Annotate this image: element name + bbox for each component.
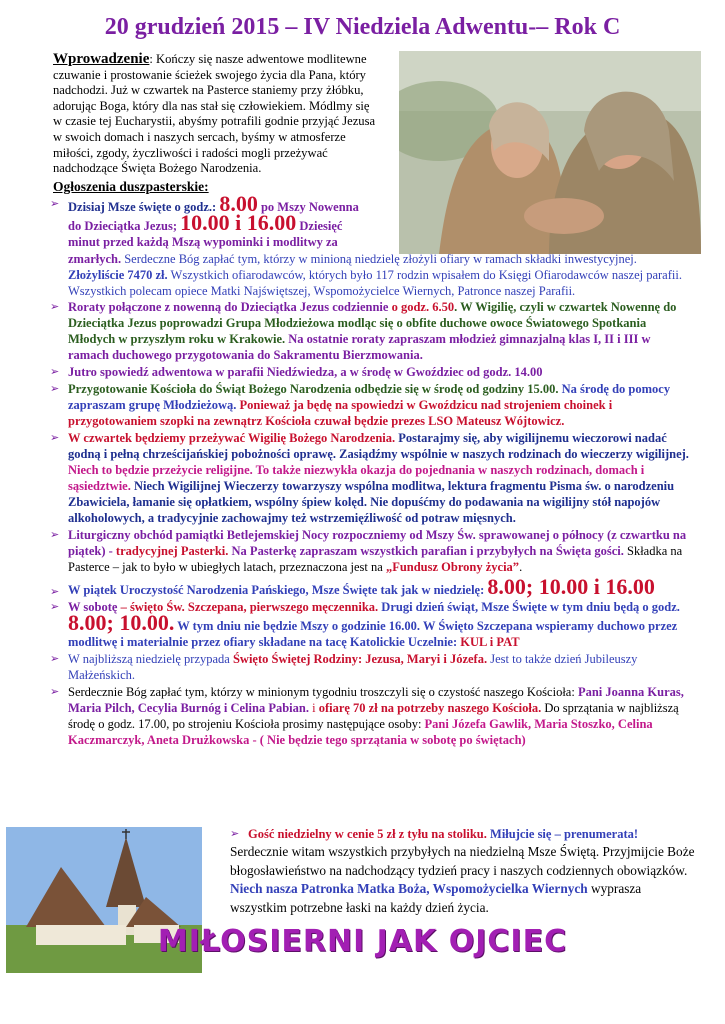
b6-t5: „Fundusz Obrony życia” xyxy=(385,560,520,574)
b10-t4: ofiarę 70 zł na potrzeby naszego Kościoła. xyxy=(318,701,542,715)
b5-t2: Postarajmy się, aby wigilijnemu wieczorowi nadać godną i pełną chrześcijańskiej pobożności oprawę. Zasiądźmy wspólnie w naszych rodzinach do wieczerzy wigilijnej. xyxy=(68,431,689,461)
b3-text: Jutro spowiedź adwentowa w parafii Niedźwiedza, a w środę w Gwoździec od godz. 14.00 xyxy=(68,365,543,379)
b10-t1: Serdecznie Bóg zapłać tym, którzy w minionym tygodniu troszczyli się o czystość naszego Kościoła: xyxy=(68,685,575,699)
announcement-item-7 xyxy=(50,574,692,599)
announcements-list xyxy=(50,191,692,749)
closing-t1: Serdecznie witam wszystkich przybyłych na niedzielną Msze Świętą. Przyjmijcie Boże błogosławieństwo na nadchodzący tydzień pracy i naszych codziennych obowiązków. xyxy=(230,844,695,878)
b2-t3: . W Wigilię, czyli w czwartek Nowennę do Dzieciątka Jezus poprowadzi Grupa Młodzieżowa modląc się o obfite duchowe owoce Światowego Spotkania Młodych w przyszłym roku w Krakowie. xyxy=(68,300,677,346)
announcements-heading: Ogłoszenia duszpasterskie: xyxy=(53,179,209,194)
b8-t4: W tym dniu nie będzie Mszy o godzinie 16.00. W Święto Szczepana wspieramy duchowo przez modlitwę i materialnie przez ofiary składane na tacę Katolickie Uczelnie: xyxy=(68,619,678,649)
b8-t1: W sobotę xyxy=(68,600,121,614)
b1-t6: zmarłych. xyxy=(68,252,122,266)
b1-time-1: 8.00 xyxy=(219,191,258,216)
announcement-item-1 xyxy=(50,191,403,250)
b6-t3: Na Pasterkę zapraszam wszystkich parafian i przybyłych na Święta gości. xyxy=(228,544,624,558)
b7-t1: W piątek Uroczystość Narodzenia Pańskiego, Msze Święte tak jak w niedzielę: xyxy=(68,583,488,597)
arrow-bullet-icon: ➢ xyxy=(50,198,60,210)
b5-t4: To także niezwykła okazja do pojednania xyxy=(252,463,479,477)
b6-t1: Liturgiczny obchód pamiątki Betlejemskiej Nocy rozpoczniemy od Mszy Św. sprawowanej o północy (z czwartku na piątek) - xyxy=(68,528,687,558)
b8-t5: KUL i PAT xyxy=(460,635,520,649)
arrow-bullet-icon: ➢ xyxy=(50,686,60,698)
b8-t3: Drugi dzień świąt, Msze Święte w tym dniu będą o godz. xyxy=(378,600,680,614)
b9-t1: W najbliższą niedzielę przypada xyxy=(68,652,233,666)
b10-t5: Do sprzątania w najbliższą środę o godz. 17.00, po strojeniu Kościoła prosimy następujące osoby: xyxy=(68,701,679,731)
motto-banner: MIŁOSIERNI JAK OJCIEC xyxy=(157,924,568,959)
b2-t4: Na ostatnie roraty zapraszam młodzież gimnazjalną klas I, II i III w ramach duchowego przygotowania do Sakramentu Bierzmowania. xyxy=(68,332,651,362)
b5-t3: Niech to będzie przeżycie religijne. xyxy=(68,463,253,477)
intro-text: : Kończy się nasze adwentowe modlitewne czuwanie i prostowanie ścieżek swojego życia dla Pana, który nadchodzi. Już w czwartek na Pasterce staniemy przy żłóbku, adorując Boga, który dla nas stał się człowiekiem. Módlmy się w czasie tej Eucharystii, abyśmy potrafili godnie przyjąć Jezusa w swoich domach i naszych sercach, byśmy w atmosferze miłości, zgody, życzliwości i radości mogli przeżywać nadchodzące Święta Bożego Narodzenia. xyxy=(53,52,376,176)
b9-t3: Jest to także dzień Jubileuszy Małżeńskich. xyxy=(68,652,638,682)
b2-t2: o godz. 6.50 xyxy=(391,300,455,314)
b7-times: 8.00; 10.00 i 16.00 xyxy=(487,574,655,599)
b4-t2: Na środę do pomocy zapraszam grupę Młodzieżową. xyxy=(68,382,671,412)
b2-t1: Roraty połączone z nowenną do Dzieciątka Jezus codziennie xyxy=(68,300,392,314)
announcement-item-5 xyxy=(50,430,692,526)
intro-lead: Wprowadzenie xyxy=(53,51,150,67)
b8-t2: – święto Św. Szczepana, pierwszego męczennika. xyxy=(120,600,379,614)
b5-t6: Niech Wigilijnej Wieczerzy towarzyszy wspólna modlitwa, lektura fragmentu Pisma św. o narodzeniu Zbawiciela, łamanie się opłatkiem, wspólny śpiew kolęd. Nie dopuśćmy do podawania na wigilijny stół napojów alkoholowych, a tradycyjnie zachowajmy też wstrzemięźliwość od potraw mięsnych. xyxy=(68,479,675,525)
closing-t3: wyprasza wszystkim potrzebne łaski na każdy dzień życia. xyxy=(230,881,642,915)
closing-paragraph xyxy=(230,843,700,917)
b10-t6: Pani Józefa Gawlik, Maria Stoszko, Celina Kaczmarczyk, Aneta Drużkowska - ( Nie będzie tego sprzątania w sobotę po świętach) xyxy=(68,717,653,747)
b4-t1: Przygotowanie Kościoła do Świąt Bożego Narodzenia odbędzie się w środę od godziny 15.00. xyxy=(68,382,559,396)
announcement-item-1-cont xyxy=(50,251,692,299)
intro-paragraph xyxy=(53,52,378,177)
announcement-item-2 xyxy=(50,299,692,363)
b1-time-2: 10.00 i 16.00 xyxy=(180,210,297,235)
b5-t5: w naszych rodzinach, domach i sąsiedztwie. xyxy=(68,463,645,493)
b1-t1: Dzisiaj Msze święte o godz.: xyxy=(68,200,220,214)
arrow-bullet-icon: ➢ xyxy=(50,653,60,665)
closing-t2: Niech nasza Patronka Matka Boża, Wspomożycielka Wiernych xyxy=(230,881,588,896)
b1-t3: do Dzieciątka Jezus; xyxy=(68,219,181,233)
b11-t2: Miłujcie się – prenumerata! xyxy=(486,827,639,841)
b11-t1: Gość niedzielny w cenie 5 zł z tyłu na stoliku. xyxy=(248,827,487,841)
arrow-bullet-icon: ➢ xyxy=(50,529,60,541)
announcement-item-10 xyxy=(50,684,692,748)
b6-t2: tradycyjnej Pasterki. xyxy=(115,544,229,558)
b4-t3: Ponieważ ja będę na spowiedzi w Gwoździcu nad strojeniem choinek i przygotowaniem szopki na zewnątrz Kościoła czuwał będzie prezes LSO Mateusz Wójtowicz. xyxy=(68,398,613,428)
arrow-bullet-icon: ➢ xyxy=(50,366,60,378)
arrow-bullet-icon: ➢ xyxy=(50,601,60,613)
b1-t4: Dziesięć xyxy=(296,219,343,233)
b5-t1: W czwartek będziemy przeżywać Wigilię Bożego Narodzenia. xyxy=(68,431,396,445)
arrow-bullet-icon: ➢ xyxy=(230,828,240,840)
b1-t7: Serdeczne Bóg zapłać tym, którzy w minioną niedzielę złożyli ofiary w ramach składki inwestycyjnej. xyxy=(121,252,637,266)
announcement-item-6 xyxy=(50,527,692,575)
b1-t8: Złożyliście 7470 zł. xyxy=(68,268,168,282)
b10-t2: Pani Joanna Kuras, Maria Pilch, Cecylia Burnóg i Celina Pabian. xyxy=(68,685,684,715)
closing-section xyxy=(230,826,700,917)
arrow-bullet-icon: ➢ xyxy=(50,301,60,313)
announcement-item-8 xyxy=(50,599,692,650)
announcement-item-4 xyxy=(50,381,692,429)
page-title: 20 grudzień 2015 – IV Niedziela Adwentu-– Rok C xyxy=(104,14,621,40)
b10-t3: i xyxy=(308,701,319,715)
b1-t9: Wszystkich ofiarodawców, których było 117 rodzin wpisałem do Księgi Ofiarodawców naszej parafii. Wszystkich polecam opiece Matki Najświętszej, Wspomożycielce Wiernych, Patronce naszej Parafii. xyxy=(68,268,682,298)
arrow-bullet-icon: ➢ xyxy=(50,586,60,598)
announcement-item-11 xyxy=(230,826,700,842)
b6-t6: . xyxy=(519,560,523,574)
arrow-bullet-icon: ➢ xyxy=(50,383,60,395)
b1-t5: minut przed każdą Mszą wypominki i modlitwy za xyxy=(68,235,338,249)
b9-t2: Święto Świętej Rodziny: Jezusa, Maryi i Józefa. xyxy=(232,652,488,666)
announcement-item-3 xyxy=(50,364,692,380)
b1-t2: po Mszy Nowenna xyxy=(257,200,359,214)
b6-t4: Składka na Pasterce – jak to było w ubiegłych latach, przeznaczona jest na xyxy=(68,544,683,574)
arrow-bullet-icon: ➢ xyxy=(50,432,60,444)
b8-times: 8.00; 10.00. xyxy=(68,610,175,635)
announcement-item-9 xyxy=(50,651,692,683)
